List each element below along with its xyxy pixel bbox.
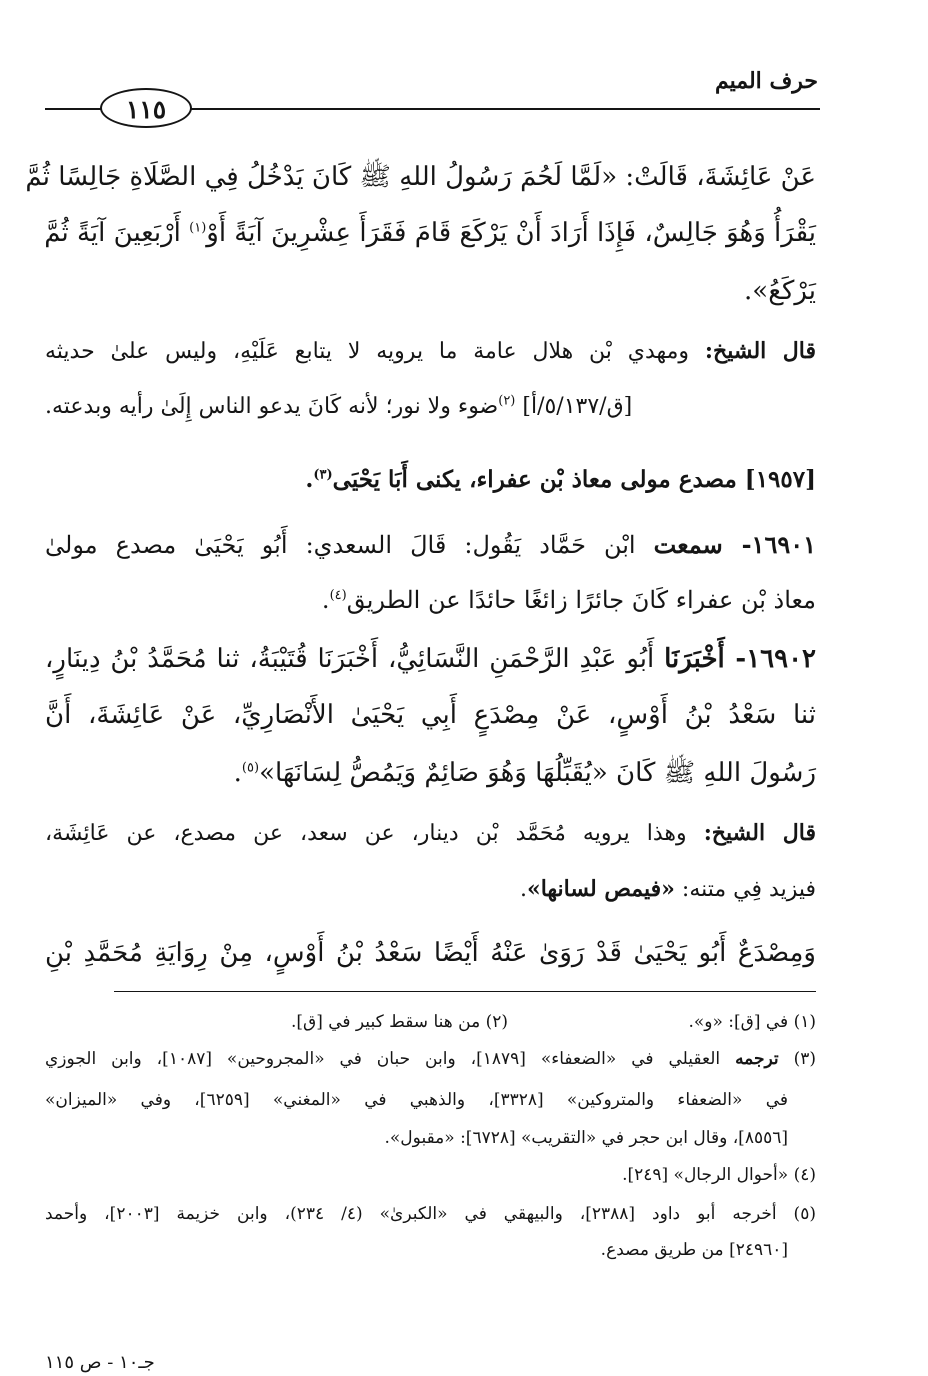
text-line: عَنْ عَائِشَةَ، قَالَتْ: «لَمَّا لَحُمَ رَسُولُ اللهِ ﷺ كَانَ يَدْخُلُ فِي الصَّلَاةِ جَالِسًا ثُمَّ xyxy=(25,162,816,192)
text-line: ثنا سَعْدُ بْنُ أَوْسٍ، عَنْ مِصْدَعٍ أَبِي يَحْيَىٰ الأَنْصَارِيِّ، عَنْ عَائِشَةَ، أَنَّ xyxy=(45,700,816,730)
text-line: فيزيد فِي متنه: «فيمص لسانها». xyxy=(519,876,816,902)
text-line: يَرْكَعُ». xyxy=(744,276,816,306)
volume-page-mark: جـ١٠ - ص ١١٥ xyxy=(45,1352,155,1373)
text-line: ١٦٩٠١- سمعت ابْن حَمَّاد يَقُول: قَالَ السعدي: أَبُو يَحْيَىٰ مصدع مولىٰ xyxy=(45,530,816,559)
hadith-number: ١٦٩٠١- xyxy=(741,530,816,559)
comment-label: قال الشيخ: xyxy=(703,820,817,846)
text-line: وَمِصْدَعٌ أَبُو يَحْيَىٰ قَدْ رَوَىٰ عَنْهُ أَيْضًا سَعْدُ بْنُ أَوْسٍ، مِنْ رِوَايَةِ مُحَمَّدِ بْنِ xyxy=(45,938,816,968)
footnote-3-line: (٣) ترجمه العقيلي في «الضعفاء» [١٨٧٩]، وابن حبان في «المجروحين» [١٠٨٧]، وابن الجوزي xyxy=(45,1049,816,1069)
text-line: معاذ بْن عفراء كَانَ جائرًا زائغًا حائدًا عن الطريق$^{(٤)}$. xyxy=(321,586,816,614)
text-line: [ق/٥/١٣٧/أ] $^{(٢)}$ضوء ولا نور؛ لأنه كَانَ يدعو الناس إِلَىٰ رأيه وبدعته. xyxy=(45,393,633,419)
chapter-title: حرف الميم xyxy=(714,68,818,94)
hadith-number: ١٦٩٠٢- xyxy=(735,644,817,674)
footnote-separator xyxy=(114,991,816,992)
page-number: ١١٥ xyxy=(100,88,192,128)
footnote-1: (١) في [ق]: «و». xyxy=(688,1012,816,1032)
footnote-5-line: [٢٤٩٦٠] من طريق مصدع. xyxy=(600,1240,788,1260)
footnote-4: (٤) «أحوال الرجال» [٢٤٩]. xyxy=(622,1165,816,1185)
footnote-2: (٢) من هنا سقط كبير في [ق]. xyxy=(290,1012,508,1032)
footnote-3-line: في «الضعفاء والمتروكين» [٣٣٢٨]، والذهبي في «المغني» [٦٢٥٩]، وفي «الميزان» xyxy=(45,1090,789,1110)
comment-label: قال الشيخ: xyxy=(704,338,816,364)
entry-title: [١٩٥٧] مصدع مولى معاذ بْن عفراء، يكنى أَبَا يَحْيَى$^{(٣)}$. xyxy=(305,466,816,493)
text-line: يَقْرَأُ وَهُوَ جَالِسٌ، فَإِذَا أَرَادَ أَنْ يَرْكَعَ قَامَ فَقَرَأَ عِشْرِينَ آيَةً أَوْ$^{(١)}$ أَرْبَعِينَ آيَةً ثُمَّ xyxy=(44,218,816,248)
manuscript-ref: [ق/٥/١٣٧/أ] xyxy=(522,394,633,419)
text-line: قال الشيخ: وهذا يرويه مُحَمَّد بْن دينار، عن سعد، عن مصدع، عن عَائِشَة، xyxy=(45,820,817,846)
footnote-ref: (٥) xyxy=(241,760,260,776)
footnote-5-line: (٥) أخرجه أبو داود [٢٣٨٨]، والبيهقي في «الكبرىٰ» (٤/ ٢٣٤)، وابن خزيمة [٢٠٠٣]، وأحمد xyxy=(45,1204,816,1224)
footnote-ref: (٢) xyxy=(498,393,516,409)
footnote-ref: (٤) xyxy=(329,588,347,603)
footnote-ref: (٣) xyxy=(313,467,333,483)
text-line: رَسُولَ اللهِ ﷺ كَانَ «يُقَبِّلُهَا وَهُوَ صَائِمٌ وَيَمُصُّ لِسَانَهَا»$^{(٥)}$. xyxy=(233,758,816,788)
text-line: قال الشيخ: ومهدي بْن هلال عامة ما يرويه لا يتابع عَلَيْهِ، وليس علىٰ حديثه xyxy=(45,338,816,364)
footnote-3-line: [٨٥٥٦]، وقال ابن حجر في «التقريب» [٦٧٢٨]: «مقبول». xyxy=(384,1128,788,1148)
text-line: ١٦٩٠٢- أَخْبَرَنَا أَبُو عَبْدِ الرَّحْمَنِ النَّسَائِيُّ، أَخْبَرَنَا قُتَيْبَةُ، ثنا مُحَمَّدُ بْنُ دِينَارٍ، xyxy=(45,644,817,674)
footnote-ref: (١) xyxy=(189,220,207,236)
